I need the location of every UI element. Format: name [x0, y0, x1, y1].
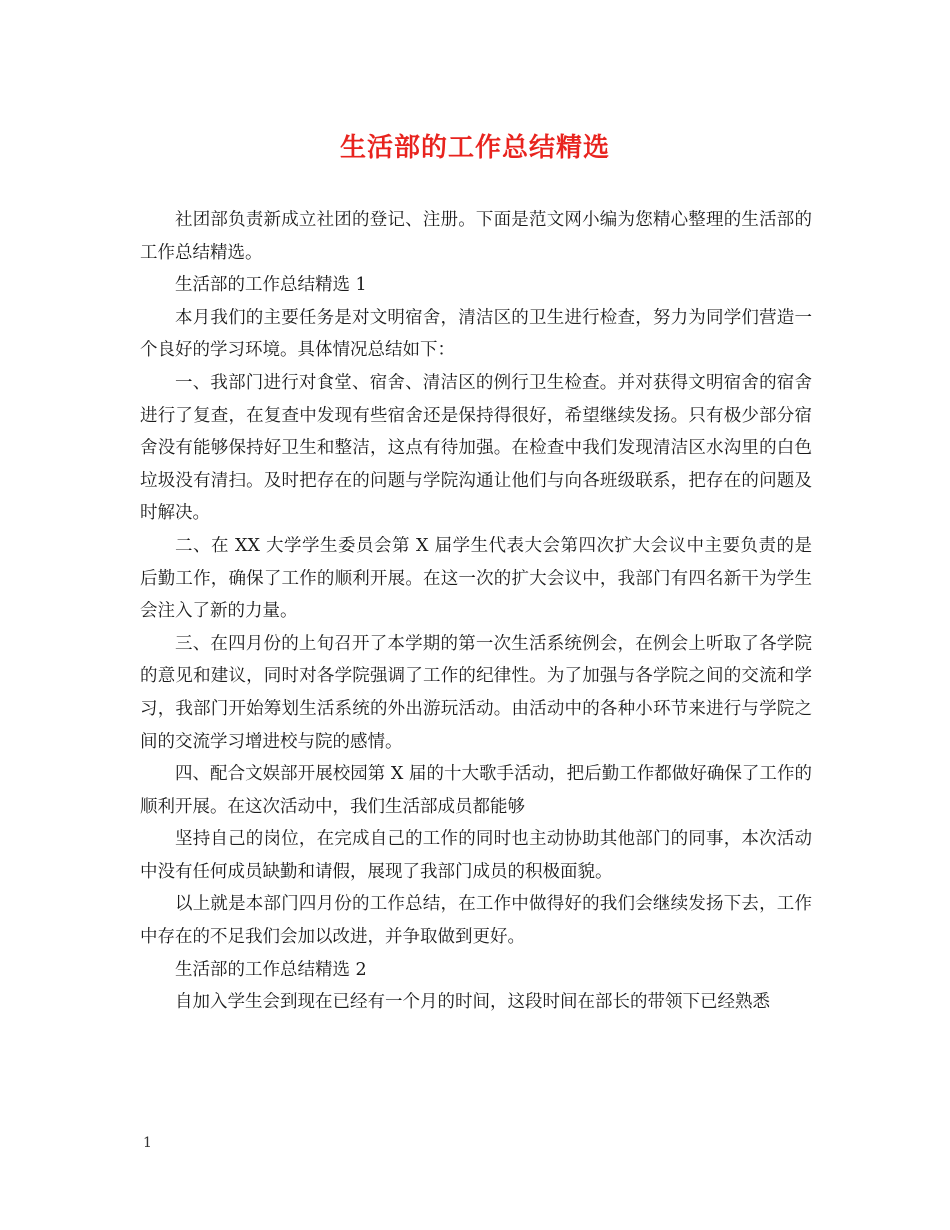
paragraph: 一、我部门进行对食堂、宿舍、清洁区的例行卫生检查。并对获得文明宿舍的宿舍进行了复查，在复查中发现有些宿舍还是保持得很好，希望继续发扬。只有极少部分宿舍没有能够保持好卫生和整洁，这点有待加强。在检查中我们发现清洁区水沟里的白色垃圾没有清扫。及时把存在的问题与学院沟通让他们与向各班级联系，把存在的问题及时解决。: [140, 372, 812, 524]
paragraph: 本月我们的主要任务是对文明宿舍，清洁区的卫生进行检查，努力为同学们营造一个良好的学习环境。具体情况总结如下：: [140, 307, 812, 361]
paragraph: 坚持自己的岗位，在完成自己的工作的同时也主动协助其他部门的同事，本次活动中没有任何成员缺勤和请假，展现了我部门成员的积极面貌。: [140, 829, 812, 882]
paragraph: 三、在四月份的上旬召开了本学期的第一次生活系统例会，在例会上听取了各学院的意见和建议，同时对各学院强调了工作的纪律性。为了加强与各学院之间的交流和学习，我部门开始筹划生活系统的外出游玩活动。由活动中的各种小环节来进行与学院之间的交流学习增进校与院的感情。: [140, 633, 812, 752]
paragraph: 自加入学生会到现在已经有一个月的时间，这段时间在部长的带领下已经熟悉: [175, 992, 770, 1013]
page-number: 1: [143, 1135, 152, 1151]
paragraph: 以上就是本部门四月份的工作总结，在工作中做得好的我们会继续发扬下去，工作中存在的不足我们会加以改进，并争取做到更好。: [140, 894, 812, 948]
document-title: 生活部的工作总结精选: [339, 133, 610, 163]
paragraph-intro: 社团部负责新成立社团的登记、注册。下面是范文网小编为您精心整理的生活部的工作总结精选。: [140, 210, 812, 263]
paragraph: 四、配合文娱部开展校园第 X 届的十大歌手活动，把后勤工作都做好确保了工作的顺利开展。在这次活动中，我们生活部成员都能够: [140, 764, 812, 817]
section-heading-1: 生活部的工作总结精选 1: [175, 275, 367, 296]
paragraph: 二、在 XX 大学学生委员会第 X 届学生代表大会第四次扩大会议中主要负责的是后勤工作，确保了工作的顺利开展。在这一次的扩大会议中，我部门有四名新干为学生会注入了新的力量。: [140, 535, 812, 622]
section-heading-2: 生活部的工作总结精选 2: [175, 959, 367, 980]
document-body: [140, 204, 812, 1019]
